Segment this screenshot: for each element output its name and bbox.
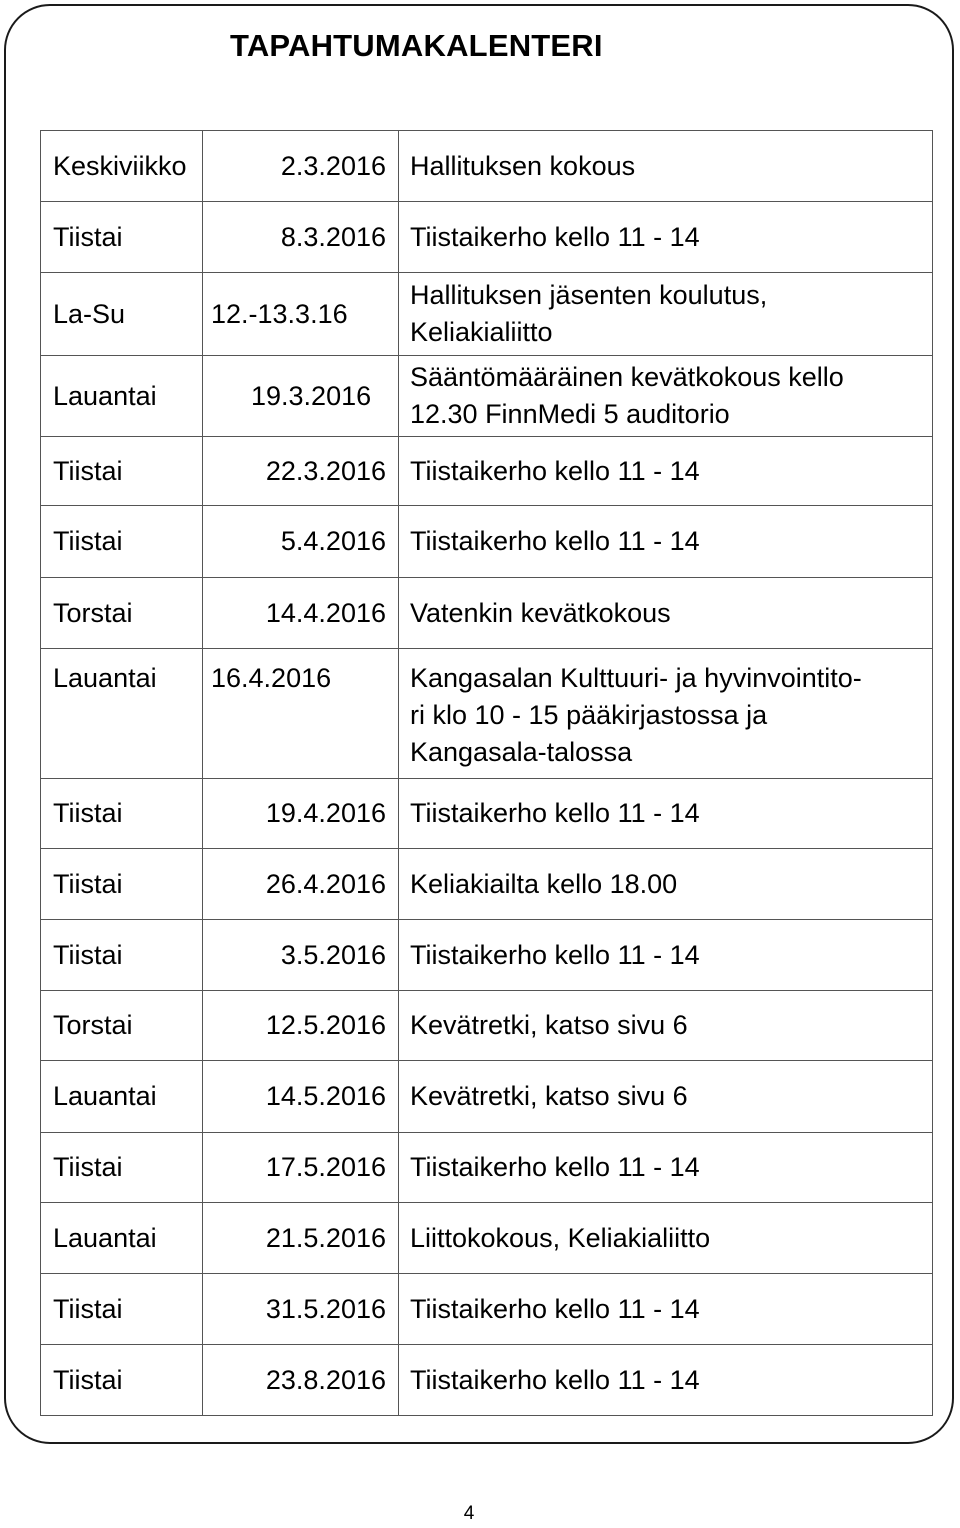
page-number: 4: [463, 1503, 475, 1524]
event-description: Tiistaikerho kello 11 - 14: [399, 1345, 933, 1416]
event-calendar-table: [40, 130, 933, 1416]
event-description: Tiistaikerho kello 11 - 14: [399, 202, 933, 273]
event-date: 23.8.2016: [203, 1345, 399, 1416]
event-date: 14.5.2016: [203, 1061, 399, 1133]
table-row: [41, 1203, 933, 1274]
event-description: Vatenkin kevätkokous: [399, 578, 933, 649]
event-date: 21.5.2016: [203, 1203, 399, 1274]
event-date: 22.3.2016: [203, 437, 399, 506]
table-row: [41, 578, 933, 649]
table-row: [41, 356, 933, 437]
event-day: Lauantai: [41, 1061, 203, 1133]
event-description: Tiistaikerho kello 11 - 14: [399, 920, 933, 991]
event-description: Kangasalan Kulttuuri- ja hyvinvointito- ri klo 10 - 15 pääkirjastossa ja Kangasala-talossa: [399, 649, 933, 779]
event-date: 12.-13.3.16: [203, 273, 399, 356]
event-description: Hallituksen kokous: [399, 131, 933, 202]
event-description: Hallituksen jäsenten koulutus, Keliakialiitto: [399, 273, 933, 356]
event-description: Keliakiailta kello 18.00: [399, 849, 933, 920]
event-day: Tiistai: [41, 779, 203, 849]
event-description: Tiistaikerho kello 11 - 14: [399, 779, 933, 849]
event-date: 14.4.2016: [203, 578, 399, 649]
event-description: Tiistaikerho kello 11 - 14: [399, 1133, 933, 1203]
event-day: Lauantai: [41, 356, 203, 437]
table-row: [41, 273, 933, 356]
event-day: Torstai: [41, 578, 203, 649]
table-row: [41, 202, 933, 273]
event-description: Sääntömääräinen kevätkokous kello 12.30 FinnMedi 5 auditorio: [399, 356, 933, 437]
table-row: [41, 1274, 933, 1345]
event-description: Kevätretki, katso sivu 6: [399, 1061, 933, 1133]
event-date: 17.5.2016: [203, 1133, 399, 1203]
event-date: 5.4.2016: [203, 506, 399, 578]
event-day: Lauantai: [41, 1203, 203, 1274]
page-title: TAPAHTUMAKALENTERI: [230, 28, 603, 63]
event-day: Tiistai: [41, 202, 203, 273]
event-date: 26.4.2016: [203, 849, 399, 920]
event-description: Tiistaikerho kello 11 - 14: [399, 506, 933, 578]
event-day: Tiistai: [41, 437, 203, 506]
event-day: Tiistai: [41, 1274, 203, 1345]
event-day: Tiistai: [41, 920, 203, 991]
event-day: Tiistai: [41, 506, 203, 578]
event-date: 16.4.2016: [203, 649, 399, 779]
table-row: [41, 649, 933, 779]
event-date: 31.5.2016: [203, 1274, 399, 1345]
event-date: 19.4.2016: [203, 779, 399, 849]
event-description: Liittokokous, Keliakialiitto: [399, 1203, 933, 1274]
event-day: La-Su: [41, 273, 203, 356]
event-day: Tiistai: [41, 849, 203, 920]
event-day: Tiistai: [41, 1133, 203, 1203]
table-row: [41, 920, 933, 991]
table-row: [41, 1133, 933, 1203]
event-day: Tiistai: [41, 1345, 203, 1416]
event-description: Tiistaikerho kello 11 - 14: [399, 437, 933, 506]
table-row: [41, 1345, 933, 1416]
table-row: [41, 849, 933, 920]
table-row: [41, 506, 933, 578]
table-row: [41, 437, 933, 506]
event-day: Keskiviikko: [41, 131, 203, 202]
event-description: Kevätretki, katso sivu 6: [399, 991, 933, 1061]
table-row: [41, 991, 933, 1061]
event-date: 3.5.2016: [203, 920, 399, 991]
event-date: 2.3.2016: [203, 131, 399, 202]
event-date: 12.5.2016: [203, 991, 399, 1061]
table-row: [41, 779, 933, 849]
event-date: 19.3.2016: [203, 356, 399, 437]
event-description: Tiistaikerho kello 11 - 14: [399, 1274, 933, 1345]
event-day: Lauantai: [41, 649, 203, 779]
table-row: [41, 1061, 933, 1133]
event-date: 8.3.2016: [203, 202, 399, 273]
table-row: [41, 131, 933, 202]
event-day: Torstai: [41, 991, 203, 1061]
